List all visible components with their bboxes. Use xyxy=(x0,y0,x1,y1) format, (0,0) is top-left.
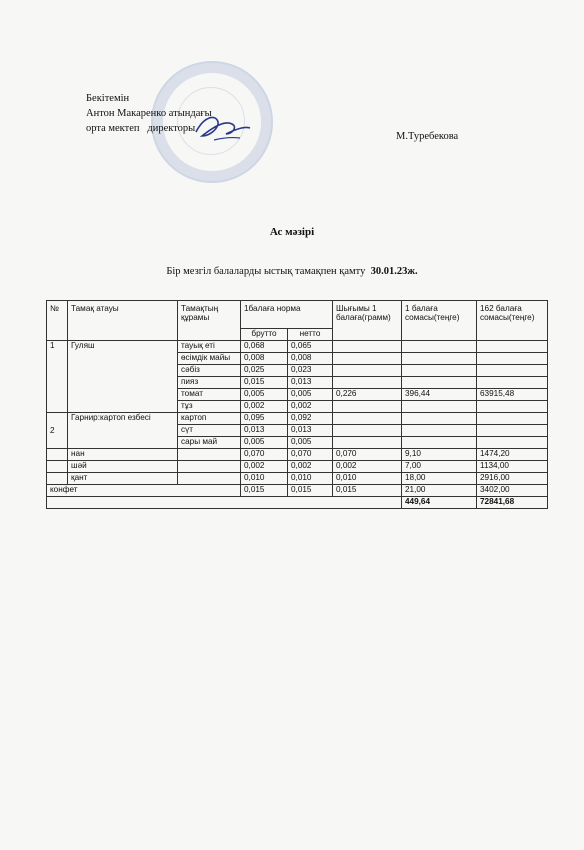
menu-table xyxy=(46,300,548,509)
table-row: қант 0,010 0,010 0,010 18,00 2916,00 xyxy=(47,473,548,485)
table-row: томат 0,005 0,005 0,226 396,44 63915,48 xyxy=(47,389,548,401)
table-row: 2 Гарнир:картоп езбесі картоп 0,095 0,092 xyxy=(47,413,548,425)
menu-date: 30.01.23ж. xyxy=(370,266,418,277)
subtitle: Бір мезгіл балаларды ыстық тамақпен қамту 30.01.23ж. xyxy=(166,266,418,277)
table-total-row xyxy=(47,497,548,509)
approval-line-3: орта мектеп директоры xyxy=(86,123,196,134)
director-name: М.Туребекова xyxy=(396,131,459,142)
table-row: нан 0,070 0,070 0,070 9,10 1474,20 xyxy=(47,449,548,461)
table-row: өсімдік майы 0,008 0,008 xyxy=(47,353,548,365)
approval-line-2: Антон Макаренко атындағы xyxy=(86,108,212,119)
table-row: сары май 0,005 0,005 xyxy=(47,437,548,449)
table-row: шәй 0,002 0,002 0,002 7,00 1134,00 xyxy=(47,461,548,473)
table-row: сүт 0,013 0,013 xyxy=(47,425,548,437)
signature xyxy=(188,110,258,144)
page-title: Ас мәзірі xyxy=(269,226,315,238)
table-row: 1 Гуляш тауық еті 0,068 0,065 xyxy=(47,341,548,353)
table-subheader-row: брутто нетто xyxy=(47,329,548,341)
approval-line-1: Бекітемін xyxy=(86,93,130,104)
table-row: пияз 0,015 0,013 xyxy=(47,377,548,389)
table-header-row: № Тамақ атауы Тамақтың құрамы 1балаға норма Шығымы 1 балаға(грамм) 1 балаға сомасы(теңге) 162 балаға сомасы(теңге) xyxy=(47,301,548,329)
total-price-all: 72841,68 xyxy=(477,497,548,509)
total-price-one: 449,64 xyxy=(402,497,477,509)
table-row: конфет 0,015 0,015 0,015 21,00 3402,00 xyxy=(47,485,548,497)
table-row: сәбіз 0,025 0,023 xyxy=(47,365,548,377)
table-row: тұз 0,002 0,002 xyxy=(47,401,548,413)
